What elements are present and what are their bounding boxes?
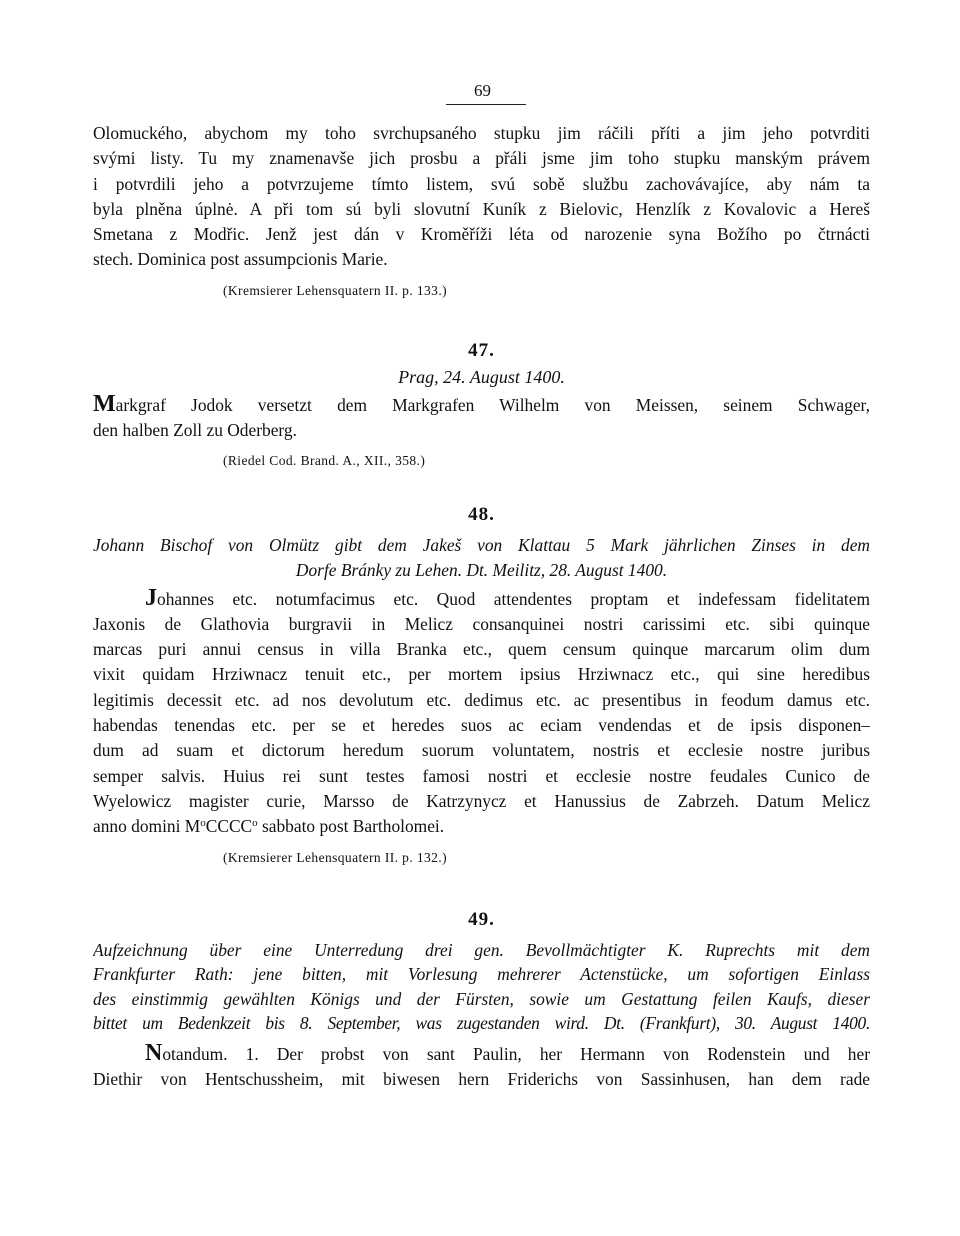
text-line [93,393,870,418]
text-line: semper salvis. Huius rei sunt testes famosi nostri et ecclesie nostre feudales Cunico de [93,765,870,786]
source-citation: (Kremsierer Lehensquatern II. p. 133.) [223,282,447,298]
regest-line: des einstimmig gewählten Königs und der Fürsten, sowie um Gestattung feilen Kaufs, dieser [93,988,870,1009]
initial-letter: N [145,1041,163,1066]
text-line: dum ad suam et dictorum heredum suorum voluntatem, nostris et ecclesie nostre juribus [93,740,870,761]
regest-47 [93,393,870,444]
text-line: Diethir von Hentschussheim, mit biwesen hern Friderichs von Sassinhusen, han dem rade [93,1069,870,1090]
text-line: stech. Dominica post assumpcionis Marie. [93,249,388,270]
document-number-49: 49. [468,908,495,930]
text-fragment: sabbato post Bartholomei. [257,816,445,837]
text-line: Jaxonis de Glathovia burgravii in Melicz consanquinei nostri carissimi etc. sibi quinque [93,613,870,634]
text-fragment: anno domini M [93,816,201,837]
document-text-49 [93,1042,870,1093]
text-line [93,814,870,839]
text-line: Smetana z Modřic. Jenž jest dán v Kroměříži léta od narozenie syna Božího po čtrnácti [93,224,870,245]
text-line [93,1042,870,1067]
document-number-47: 47. [468,339,495,361]
text-fragment: ohannes etc. notumfacimus etc. Quod attendentes proptam et indefessam fidelitatem [157,588,870,609]
text-fragment: CCCC [205,816,253,837]
regest-line: Frankfurter Rath: jene bitten, mit Vorlesung mehrerer Actenstücke, um sofortigen Einlass [93,964,870,985]
text-line: legitimis decessit etc. ad nos devolutum etc. dedimus etc. ac presentibus in feodum damus etc. [93,689,870,710]
source-citation: (Kremsierer Lehensquatern II. p. 132.) [223,849,447,865]
page-number-rule [446,104,526,105]
document-text-48 [93,587,870,840]
text-fragment: arkgraf Jodok versetzt dem Markgrafen Wilhelm von Meissen, seinem Schwager, [115,394,870,415]
regest-line: bittet um Bedenkzeit bis 8. September, was zugestanden wird. Dt. (Frankfurt), 30. August 1400. [93,1013,870,1034]
text-line: habendas tenendas etc. per se et heredes suos ac eciam vendendas et de ipsis disponen– [93,715,870,736]
superscript: o [200,817,206,830]
text-line: Olomuckého, abychom my toho svrchupsaného stupku jim ráčili příti a jim jeho potvrditi [93,123,870,143]
dateline-47: Prag, 24. August 1400. [398,366,565,387]
page [93,80,870,1093]
text-line: Wyelowicz magister curie, Marsso de Katrzynycz et Hanussius de Zabrzeh. Datum Melicz [93,790,870,811]
regest-48 [93,533,870,582]
regest-49 [93,938,870,1036]
text-line: vixit quidam Hrziwnacz tenuit etc., per mortem ipsius Hrziwnacz etc., qui sine heredibus [93,664,870,685]
text-fragment: otandum. 1. Der probst von sant Paulin, her Hermann von Rodenstein und her [162,1043,870,1064]
text-line: byla plněna úplnė. A při tom sú byli slovutní Kuník z Bielovic, Henzlík z Kovalovic a Hereš [93,198,870,219]
text-line [93,587,870,612]
source-citation: (Riedel Cod. Brand. A., XII., 358.) [223,453,426,469]
document-number-48: 48. [468,504,495,526]
text-line: svými listy. Tu my znamenavše jich prosbu a přáli jsme jim toho stupku manským právem [93,148,870,169]
initial-letter: J [145,586,157,611]
regest-line: Johann Bischof von Olmütz gibt dem Jakeš von Klattau 5 Mark jährlichen Zinses in dem [93,535,870,556]
text-line: marcas puri annui census in villa Branka etc., quem censum quinque marcarum olim dum [93,639,870,660]
regest-line: Dorfe Bránky zu Lehen. Dt. Meilitz, 28. August 1400. [295,559,668,580]
continuation-text [93,121,870,273]
regest-line: Aufzeichnung über eine Unterredung drei gen. Bevollmächtigter K. Ruprechts mit dem [93,939,870,960]
text-line: den halben Zoll zu Oderberg. [93,420,297,441]
text-line: i potvrdili jeho a potvrzujeme tímto listem, svú sobě službu zachovávajíce, aby nám ta [93,173,870,194]
superscript: o [252,817,258,830]
page-number: 69 [474,81,491,100]
initial-letter: M [93,392,116,417]
